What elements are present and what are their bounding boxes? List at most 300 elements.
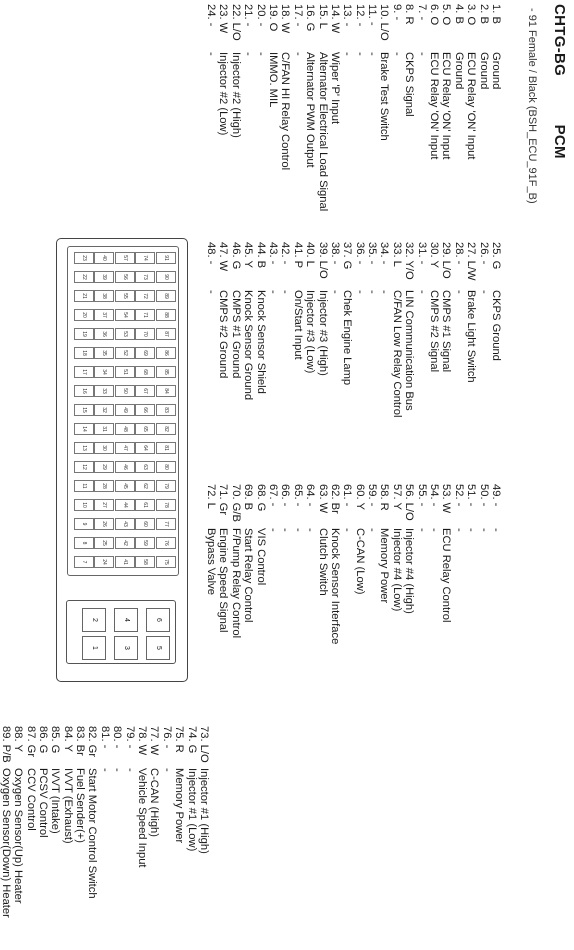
- pin-number: 49. -: [490, 484, 502, 507]
- pin-row: [37, 726, 49, 918]
- pin-function: -: [291, 528, 304, 532]
- pin-row: [254, 484, 266, 644]
- connector-pin: 64: [136, 442, 156, 454]
- pin-function: Ground: [490, 52, 502, 90]
- module-name: PCM: [551, 124, 568, 159]
- pin-function: Oxygen Sensor(Down) Heater: [0, 768, 12, 918]
- pin-function: Chek Engine Lamp: [341, 290, 354, 386]
- pin-number: 56. L/O: [403, 484, 416, 521]
- connector-pin: 91: [156, 252, 176, 264]
- pin-number: 27. L/W: [465, 242, 478, 281]
- connector-power-pin: 1: [82, 636, 106, 660]
- pin-number: 61. -: [341, 484, 354, 507]
- pin-function: -: [123, 768, 136, 772]
- connector-pin: 45: [115, 480, 135, 492]
- pin-row: [49, 726, 61, 918]
- pin-row: [123, 726, 135, 918]
- pin-number: 62. Br: [328, 484, 341, 514]
- pin-number: 77. W: [148, 726, 161, 756]
- pin-row: [279, 4, 291, 211]
- pin-row: [341, 484, 353, 644]
- connector-pin: 65: [136, 423, 156, 435]
- pin-row: [316, 4, 328, 211]
- connector-pin: 21: [74, 290, 94, 302]
- connector-pin: 42: [115, 537, 135, 549]
- connector-pin: 87: [156, 328, 176, 340]
- pin-function: C-CAN (Low): [353, 528, 366, 595]
- pin-row: [490, 242, 502, 417]
- pin-row: [452, 4, 464, 211]
- pin-function: -: [266, 290, 279, 294]
- connector-pin: 70: [136, 328, 156, 340]
- pin-function: Memory Power: [173, 768, 186, 844]
- pin-function: Injector #4 (Low): [390, 528, 403, 612]
- connector-power-pin: 5: [146, 636, 170, 660]
- connector-pin: 78: [156, 499, 176, 511]
- pin-function: Bypass Valve: [205, 528, 218, 595]
- pin-function: ECU Relay 'ON' Input: [440, 52, 453, 160]
- connector-pin: 68: [136, 366, 156, 378]
- connector-pin: 47: [115, 442, 135, 454]
- pin-row: [490, 484, 502, 644]
- pin-function: -: [205, 290, 218, 294]
- connector-pin: 52: [115, 347, 135, 359]
- pin-row: [428, 4, 440, 211]
- pin-number: 87. Gr: [24, 726, 37, 758]
- pin-number: 41. P: [291, 242, 304, 269]
- pin-row: [428, 242, 440, 417]
- pin-row: [452, 484, 464, 644]
- pin-number: 66. -: [279, 484, 292, 507]
- pin-function: PCSV Control: [36, 768, 49, 838]
- connector-pin: 32: [95, 404, 115, 416]
- pin-function: -: [490, 528, 502, 532]
- pin-function: F/Pump Relay Control: [229, 528, 242, 639]
- pin-number: 67. -: [266, 484, 279, 507]
- connector-pin: 67: [136, 385, 156, 397]
- pin-number: 58. R: [378, 484, 391, 511]
- pin-row: [390, 4, 402, 211]
- connector-pin: 80: [156, 461, 176, 473]
- pin-function: Alternator PWM Output: [304, 52, 317, 168]
- connector-pin: 36: [95, 328, 115, 340]
- pin-number: 24. -: [205, 4, 218, 27]
- pin-row: [378, 242, 390, 417]
- pin-function: -: [378, 290, 391, 294]
- pin-row: [279, 484, 291, 644]
- pin-number: 72. L: [205, 484, 218, 509]
- connector-pin: 33: [95, 385, 115, 397]
- pin-function: -: [266, 528, 279, 532]
- pin-function: -: [353, 290, 366, 294]
- pin-row: [160, 726, 172, 918]
- pin-row: [329, 242, 341, 417]
- pin-row: [74, 726, 86, 918]
- pin-function: Ground: [452, 52, 465, 90]
- connector-pin: 48: [115, 423, 135, 435]
- pin-function: Alternator Electrical Load Signal: [316, 52, 329, 212]
- pin-row: [378, 484, 390, 644]
- connector-power-pin: 3: [114, 636, 138, 660]
- pin-function: -: [111, 768, 124, 772]
- pin-function: Fuel Sender(+): [74, 768, 87, 843]
- pin-number: 35. -: [366, 242, 379, 265]
- connector-pin: 44: [115, 499, 135, 511]
- pin-number: 37. G: [341, 242, 354, 270]
- connector-pin: 20: [74, 309, 94, 321]
- pin-row: [205, 242, 217, 417]
- pin-number: 29. L/O: [440, 242, 453, 279]
- connector-power-pin: 4: [114, 608, 138, 632]
- pin-function: -: [304, 528, 317, 532]
- connector-code: CHTG-BG: [551, 4, 568, 77]
- pin-number: 2. B: [477, 4, 490, 24]
- pin-function: Knock Sensor Ground: [242, 290, 255, 401]
- pin-number: 28. -: [452, 242, 465, 265]
- pin-row: [415, 242, 427, 417]
- pin-row: [198, 726, 210, 918]
- pin-number: 11. -: [366, 4, 379, 26]
- connector-pin: 24: [95, 556, 115, 568]
- pin-function: ECU Relay Control: [440, 528, 453, 623]
- pin-number: 83. Br: [74, 726, 87, 756]
- pin-row: [254, 4, 266, 211]
- pin-function: -: [415, 52, 428, 56]
- connector-pin: 34: [95, 366, 115, 378]
- pin-function: Memory Power: [378, 528, 391, 604]
- pin-number: 13. -: [341, 4, 354, 27]
- pin-number: 52. -: [452, 484, 465, 507]
- pin-row: [229, 242, 241, 417]
- connector-pin: 54: [115, 309, 135, 321]
- pin-row: [267, 4, 279, 211]
- connector-pin: 72: [136, 290, 156, 302]
- pin-row: [465, 242, 477, 417]
- pin-number: 60. Y: [353, 484, 366, 510]
- connector-pin: 13: [74, 442, 94, 454]
- pin-function: Wiper 'P' Input: [328, 52, 341, 125]
- pin-number: 14. W: [328, 4, 341, 34]
- pin-function: CMPS #2 Signal: [428, 290, 441, 373]
- pin-number: 88. Y: [12, 726, 25, 752]
- connector-pin: 22: [74, 271, 94, 283]
- pin-function: Ground: [477, 52, 490, 90]
- pin-number: 8. R: [403, 4, 416, 25]
- pin-number: 80. -: [111, 726, 124, 749]
- pin-row: [24, 726, 36, 918]
- pin-number: 15. L: [316, 4, 329, 29]
- connector-pin: 61: [136, 499, 156, 511]
- pin-function: -: [390, 52, 403, 56]
- pin-number: 5. O: [440, 4, 453, 26]
- connector-pin: 23: [74, 252, 94, 264]
- pin-number: 18. W: [279, 4, 292, 34]
- pin-number: 64. -: [304, 484, 317, 507]
- connector-pin: 76: [156, 537, 176, 549]
- pin-function: -: [353, 52, 366, 56]
- pin-row: [477, 4, 489, 211]
- pin-number: 75. R: [173, 726, 186, 753]
- pin-row: [12, 726, 24, 918]
- connector-pin: 19: [74, 328, 94, 340]
- pin-row: [254, 242, 266, 417]
- connector-pin: 16: [74, 385, 94, 397]
- connector-pin: 56: [115, 271, 135, 283]
- pin-row: [229, 4, 241, 211]
- pin-function: Knock Sensor Interface: [328, 528, 341, 645]
- connector-pin: 88: [156, 309, 176, 321]
- pin-function: Injector #4 (High): [403, 528, 416, 614]
- connector-pin: 17: [74, 366, 94, 378]
- connector-pin: 79: [156, 480, 176, 492]
- connector-pin: 39: [95, 271, 115, 283]
- connector-pin: 29: [95, 461, 115, 473]
- pin-function: CCV Control: [24, 768, 37, 831]
- pin-number: 12. -: [353, 4, 366, 27]
- pin-function: -: [415, 528, 428, 532]
- pin-row: [185, 726, 197, 918]
- connector-pin: 58: [136, 556, 156, 568]
- pin-number: 42. -: [279, 242, 292, 265]
- pin-function: -: [366, 290, 379, 294]
- connector-pin: 55: [115, 290, 135, 302]
- pin-row: [403, 242, 415, 417]
- pin-row: [390, 484, 402, 644]
- pin-function: -: [160, 768, 173, 772]
- pin-number: 34. -: [378, 242, 391, 265]
- connector-pin: 28: [95, 480, 115, 492]
- pin-row: [217, 242, 229, 417]
- pin-function: Brake Light Switch: [465, 290, 478, 383]
- pin-number: 6. O: [428, 4, 441, 26]
- pin-function: -: [452, 528, 465, 532]
- pin-row: [440, 4, 452, 211]
- pin-function: Start Motor Control Switch: [86, 768, 99, 899]
- pin-row: [111, 726, 123, 918]
- pin-function: ECU Relay 'ON' Input: [428, 52, 441, 160]
- pin-number: 73. L/O: [198, 726, 210, 763]
- pin-function: CMPS #1 Signal: [440, 290, 453, 373]
- pin-number: 82. Gr: [86, 726, 99, 758]
- pin-function: IMMO. MIL: [266, 52, 279, 108]
- pin-row: [148, 726, 160, 918]
- pin-number: 48. -: [205, 242, 218, 265]
- connector-pin: 41: [115, 556, 135, 568]
- pin-number: 69. B: [242, 484, 255, 511]
- pin-function: Vehicle Speed Input: [136, 768, 149, 868]
- page-title: [551, 4, 568, 159]
- connector-pin: 30: [95, 442, 115, 454]
- connector-pin: 37: [95, 309, 115, 321]
- pin-function: VIS Control: [254, 528, 267, 586]
- pin-number: 50. -: [477, 484, 490, 507]
- connector-pin: 50: [115, 385, 135, 397]
- pin-number: 40. L: [304, 242, 317, 267]
- pin-function: Clutch Switch: [316, 528, 329, 596]
- pin-column-3: [205, 484, 502, 644]
- pin-row: [304, 4, 316, 211]
- pin-number: 51. -: [465, 484, 478, 507]
- pin-row: [390, 242, 402, 417]
- pin-row: [341, 4, 353, 211]
- pin-function: C-CAN (High): [148, 768, 161, 837]
- pin-function: -: [98, 768, 111, 772]
- pin-row: [353, 242, 365, 417]
- connector-pin: 9: [74, 518, 94, 530]
- connector-pin: 74: [136, 252, 156, 264]
- pin-function: -: [477, 528, 490, 532]
- connector-pin: 25: [95, 537, 115, 549]
- connector-pin: 15: [74, 404, 94, 416]
- pin-number: 70. G/B: [229, 484, 242, 522]
- connector-pin: 14: [74, 423, 94, 435]
- pin-number: 44. B: [254, 242, 267, 269]
- pin-function: IVVT (Intake): [49, 768, 62, 834]
- pin-number: 84. Y: [61, 726, 74, 752]
- pin-number: 19. O: [266, 4, 279, 32]
- pin-row: [291, 242, 303, 417]
- pin-row: [217, 484, 229, 644]
- pin-number: 76. -: [160, 726, 173, 749]
- pin-row: [353, 484, 365, 644]
- pin-row: [242, 242, 254, 417]
- connector-pin: 43: [115, 518, 135, 530]
- pin-function: Engine Speed Signal: [217, 528, 230, 633]
- pin-row: [477, 484, 489, 644]
- pin-number: 38. -: [328, 242, 341, 265]
- connector-pin: 7: [74, 556, 94, 568]
- connector-pin: 26: [95, 518, 115, 530]
- pin-function: -: [477, 290, 490, 294]
- pin-number: 68. G: [254, 484, 267, 512]
- pin-row: [291, 4, 303, 211]
- connector-pin: 59: [136, 537, 156, 549]
- pin-number: 55. -: [415, 484, 428, 507]
- pin-row: [353, 4, 365, 211]
- pin-number: 30. Y: [428, 242, 441, 268]
- pin-row: [217, 4, 229, 211]
- connector-pin: 8: [74, 537, 94, 549]
- pin-function: -: [341, 52, 354, 56]
- pin-function: -: [291, 52, 304, 56]
- pin-row: [465, 484, 477, 644]
- pin-row: [366, 484, 378, 644]
- pin-number: 45. Y: [242, 242, 255, 268]
- pin-function: Oxygen Sensor(Up) Heater: [12, 768, 25, 904]
- connector-pin: 84: [156, 385, 176, 397]
- pin-row: [205, 4, 217, 211]
- connector-pin: 83: [156, 404, 176, 416]
- pin-row: [304, 242, 316, 417]
- pin-row: [329, 4, 341, 211]
- pin-number: 33. L: [390, 242, 403, 267]
- connector-pin: 38: [95, 290, 115, 302]
- pin-function: -: [328, 290, 341, 294]
- pin-function: CMPS #1 Ground: [229, 290, 242, 379]
- pin-function: -: [452, 290, 465, 294]
- connector-pin: 62: [136, 480, 156, 492]
- pin-row: [173, 726, 185, 918]
- pin-number: 20. -: [254, 4, 267, 27]
- pin-row: [316, 242, 328, 417]
- pin-number: 25. G: [490, 242, 502, 270]
- pin-number: 1. B: [490, 4, 502, 24]
- pin-row: [452, 242, 464, 417]
- pin-number: 74. G: [185, 726, 198, 754]
- pin-row: [477, 242, 489, 417]
- pin-function: Injector #3 (Low): [304, 290, 317, 374]
- connector-pin: 46: [115, 461, 135, 473]
- pin-row: [428, 484, 440, 644]
- connector-pin: 40: [95, 252, 115, 264]
- pin-number: 53. W: [440, 484, 453, 514]
- pin-row: [403, 4, 415, 211]
- connector-subtitle: - 91 Female / Black (BSH_ECU_91F_B): [526, 8, 538, 204]
- connector-pin: 75: [156, 556, 176, 568]
- connector-pin: 63: [136, 461, 156, 473]
- pin-row: [316, 484, 328, 644]
- pin-number: 22. L/O: [229, 4, 242, 41]
- connector-pin: 10: [74, 499, 94, 511]
- pin-row: [403, 484, 415, 644]
- pin-row: [440, 484, 452, 644]
- pin-function: -: [465, 528, 478, 532]
- pin-number: 10. L/O: [378, 4, 391, 41]
- connector-pin: 31: [95, 423, 115, 435]
- pin-function: -: [205, 52, 218, 56]
- pin-row: [304, 484, 316, 644]
- pin-function: Injector #2 (Low): [217, 52, 230, 136]
- connector-pin: 82: [156, 423, 176, 435]
- pin-function: LIN Communication Bus: [403, 290, 416, 411]
- pin-function: -: [428, 528, 441, 532]
- pin-function: -: [366, 52, 379, 56]
- pin-row: [98, 726, 110, 918]
- connector-power-pin: 2: [82, 608, 106, 632]
- pin-row: [267, 242, 279, 417]
- pin-function: CKPS Signal: [403, 52, 416, 117]
- pin-function: -: [279, 528, 292, 532]
- pin-number: 59. -: [366, 484, 379, 507]
- pin-function: Injector #3 (High): [316, 290, 329, 376]
- pin-number: 36. -: [353, 242, 366, 265]
- pin-row: [61, 726, 73, 918]
- connector-pin: 60: [136, 518, 156, 530]
- connector-pin: 66: [136, 404, 156, 416]
- connector-pin: 18: [74, 347, 94, 359]
- connector-pin: 89: [156, 290, 176, 302]
- connector-pin: 90: [156, 271, 176, 283]
- pin-function: C/FAN Low Relay Control: [390, 290, 403, 418]
- pin-number: 17. -: [291, 4, 304, 27]
- pin-function: Knock Sensor Shield: [254, 290, 267, 394]
- pin-row: [329, 484, 341, 644]
- connector-pin: 12: [74, 461, 94, 473]
- connector-pin: 77: [156, 518, 176, 530]
- pin-number: 26. -: [477, 242, 490, 265]
- pin-number: 57. Y: [390, 484, 403, 510]
- pin-row: [86, 726, 98, 918]
- connector-power-pin: 6: [146, 608, 170, 632]
- pin-number: 16. G: [304, 4, 317, 32]
- pin-row: [229, 484, 241, 644]
- connector-pin: 11: [74, 480, 94, 492]
- pin-number: 7. -: [415, 4, 428, 21]
- pin-row: [242, 484, 254, 644]
- connector-pin: 27: [95, 499, 115, 511]
- pin-number: 78. W: [136, 726, 149, 756]
- pin-number: 54. -: [428, 484, 441, 507]
